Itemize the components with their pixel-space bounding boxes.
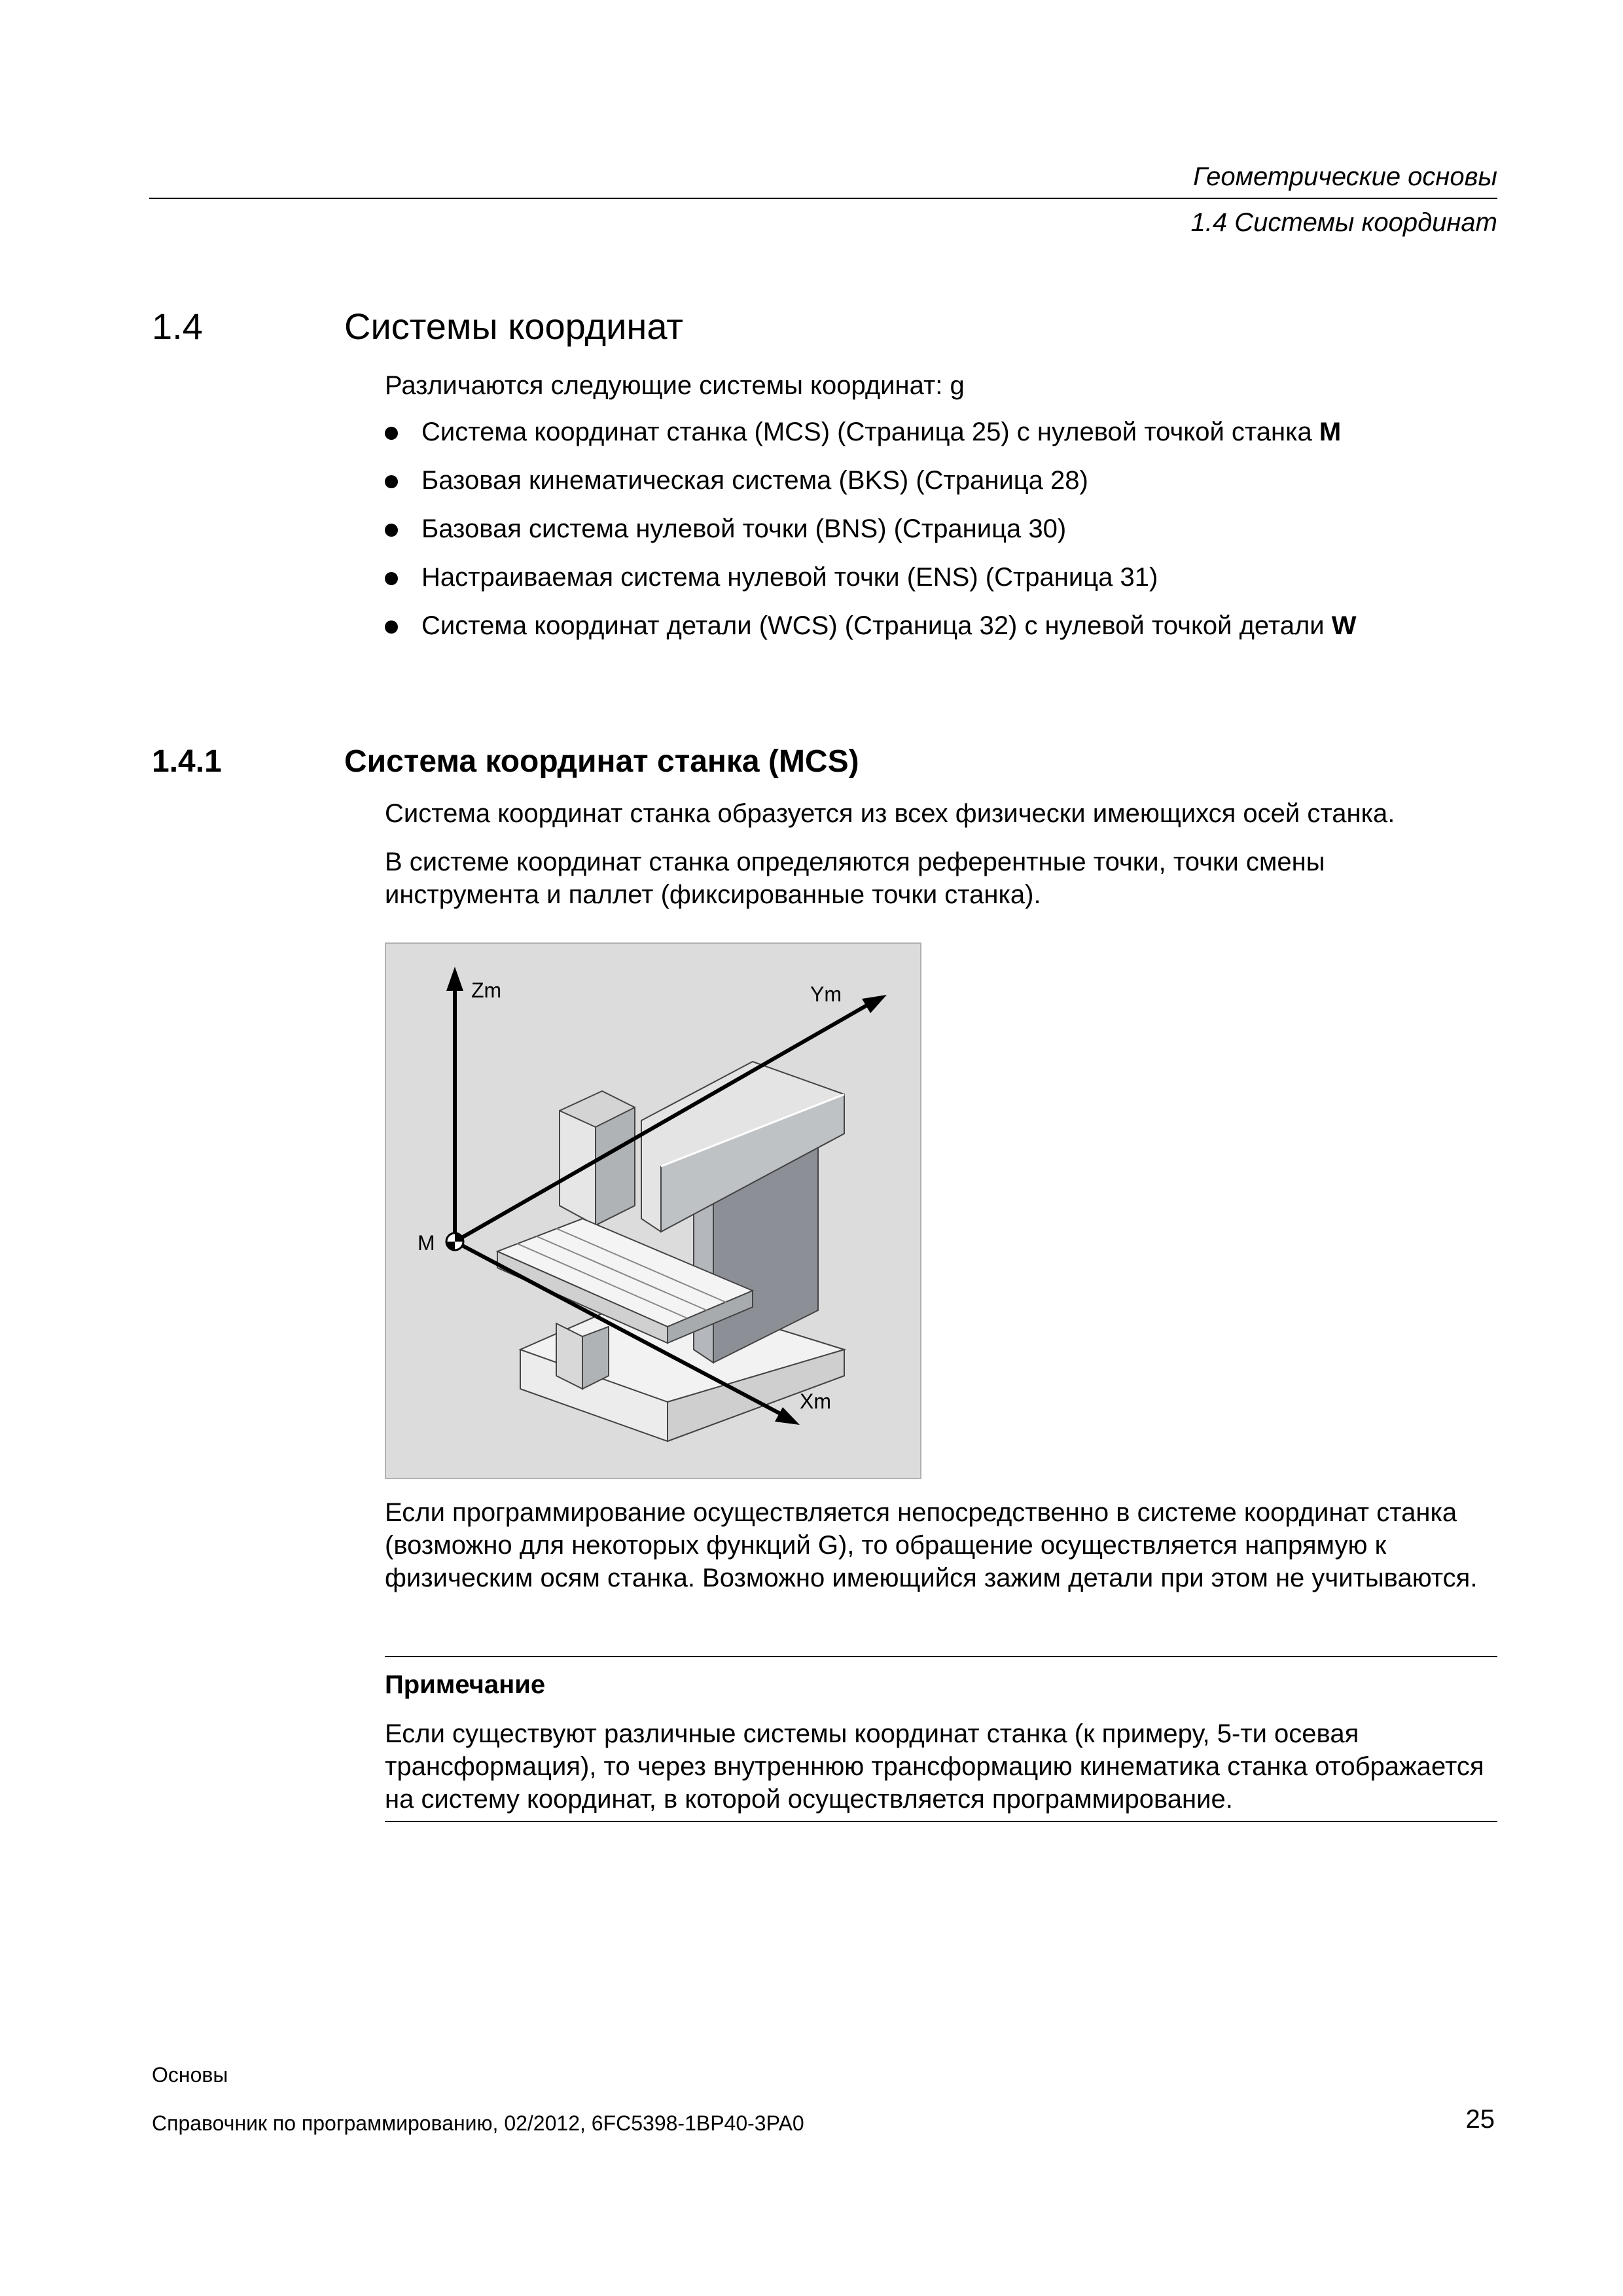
bullet-icon [385, 524, 398, 537]
list-item-text: Система координат станка (MCS) (Страница 25) с нулевой точкой станка [421, 418, 1319, 446]
note-text: Если существуют различные системы координат станка (к примеру, 5-ти осевая трансформация), то через внутреннюю трансформацию кинематика станка отображается на систему координат, в которой осуществляется программирование. [385, 1719, 1484, 1814]
paragraph-mcs-definition: Система координат станка образуется из всех физически имеющихся осей станка. [385, 799, 1395, 828]
header-section: 1.4 Системы координат [1190, 208, 1497, 237]
y-axis-label: Ym [810, 982, 842, 1006]
z-axis-arrow-icon [446, 967, 463, 991]
bullet-icon [385, 620, 398, 634]
bullet-icon [385, 572, 398, 585]
machine-coordinate-figure [385, 942, 921, 1479]
list-item-bold: M [1319, 418, 1342, 446]
list-item-text: Базовая кинематическая система (BKS) (Страница 28) [421, 466, 1088, 495]
page-number: 25 [1465, 2105, 1495, 2134]
header-rule [149, 198, 1497, 199]
list-item-text: Настраиваемая система нулевой точки (ENS) (Страница 31) [421, 563, 1158, 592]
list-item-text: Базовая система нулевой точки (BNS) (Страница 30) [421, 514, 1067, 543]
bullet-icon [385, 427, 398, 440]
x-axis-label: Xm [800, 1390, 831, 1413]
x-axis-arrow-icon [775, 1407, 800, 1425]
note-title: Примечание [385, 1670, 546, 1699]
list-item-text: Система координат детали (WCS) (Страница 32) с нулевой точкой детали [421, 611, 1332, 640]
list-item-bold: W [1331, 611, 1357, 640]
paragraph-reference-points: В системе координат станка определяются референтные точки, точки смены инструмента и паллет (фиксированные точки станка). [385, 848, 1325, 909]
section-title: Системы координат [344, 306, 683, 347]
section-intro: Различаются следующие системы координат: g [385, 371, 965, 400]
footer-book: Основы [152, 2063, 228, 2087]
origin-label: M [418, 1231, 435, 1255]
subsection-number: 1.4.1 [152, 744, 222, 779]
machine-illustration [386, 944, 920, 1478]
paragraph-direct-programming: Если программирование осуществляется непосредственно в системе координат станка (возможно для некоторых функций G), то обращение осуществляется напрямую к физическим осям станка. Возможно имеющийся зажим детали при этом не учитываются. [385, 1498, 1478, 1592]
z-axis-label: Zm [471, 978, 502, 1002]
y-axis-arrow-icon [862, 995, 887, 1013]
subsection-title: Система координат станка (MCS) [344, 744, 859, 779]
note-bottom-rule [385, 1821, 1497, 1822]
note-top-rule [385, 1656, 1497, 1657]
bullet-icon [385, 475, 398, 488]
footer-document: Справочник по программированию, 02/2012, 6FC5398-1BP40-3PA0 [152, 2111, 804, 2135]
section-number: 1.4 [152, 306, 203, 347]
header-chapter: Геометрические основы [1193, 162, 1497, 191]
